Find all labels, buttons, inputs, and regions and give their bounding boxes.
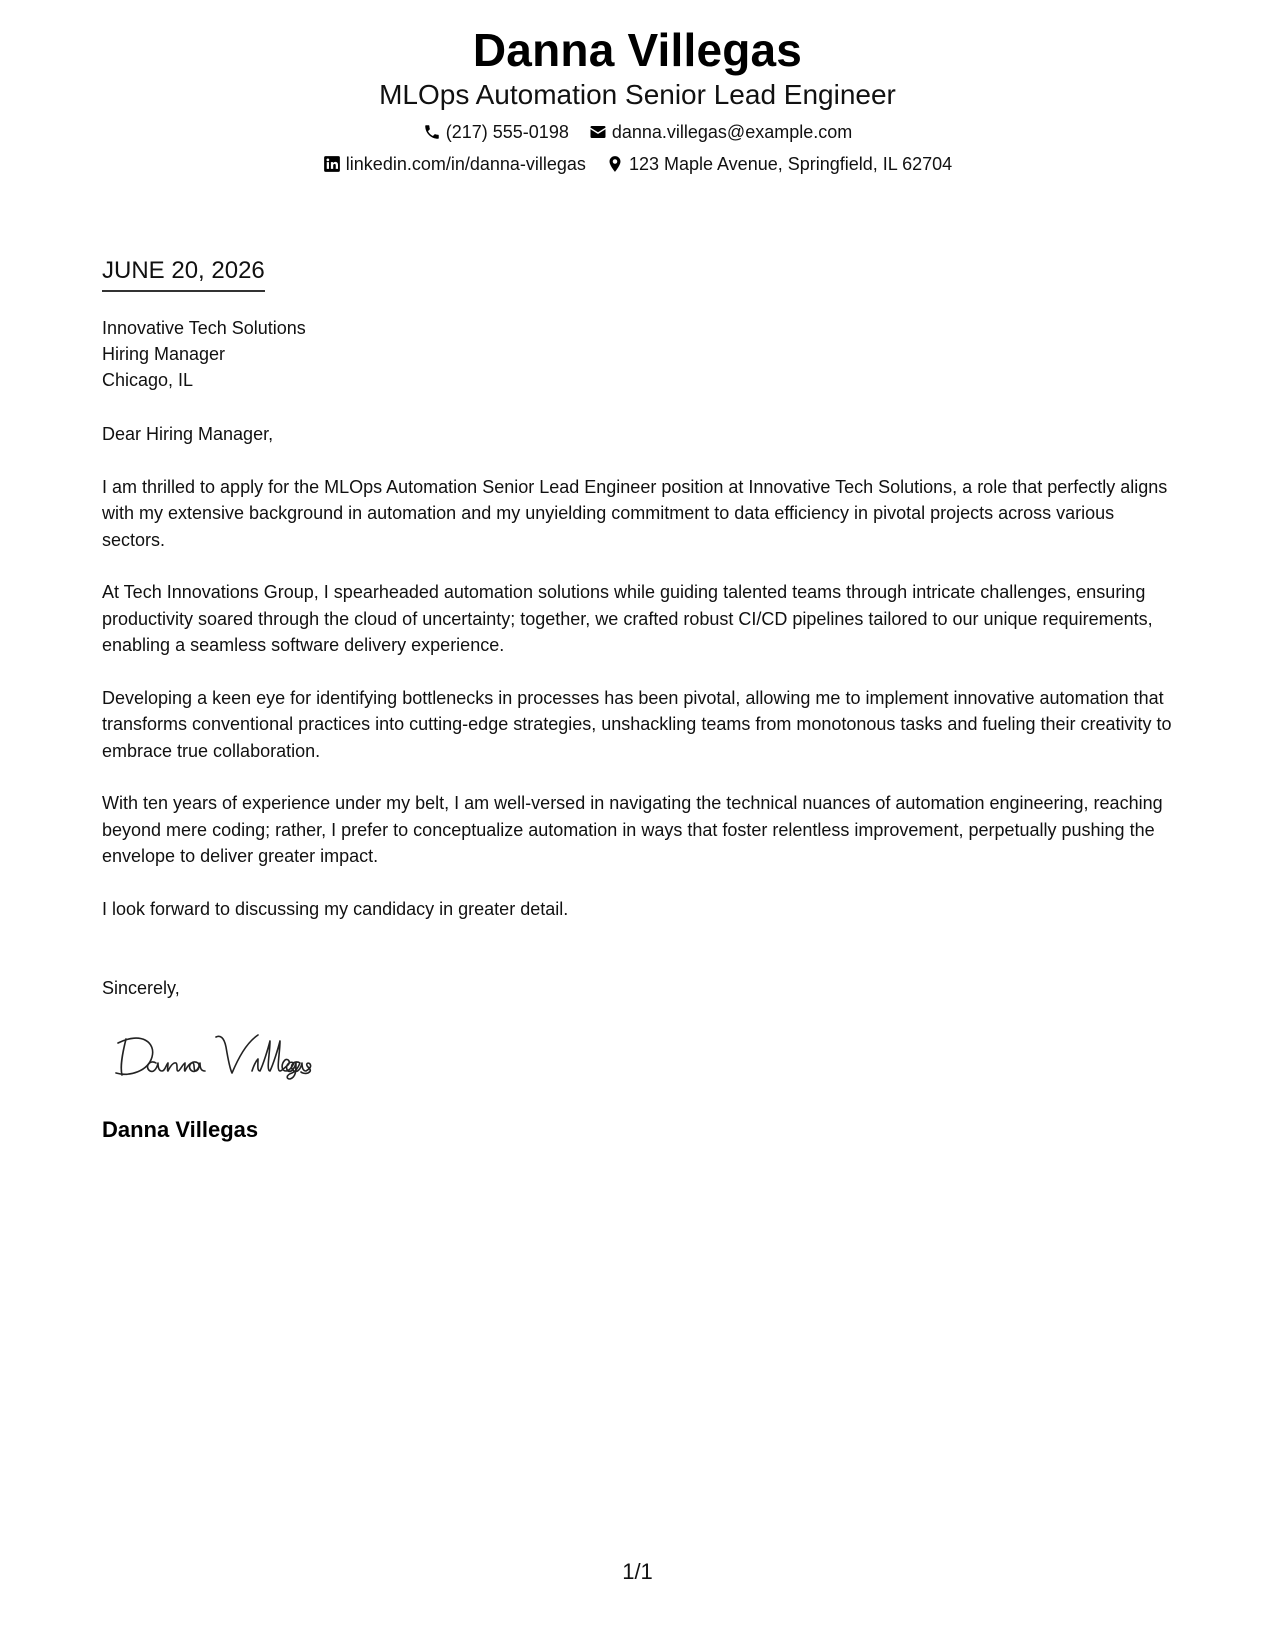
envelope-icon	[589, 123, 607, 141]
body-paragraph: I am thrilled to apply for the MLOps Automation Senior Lead Engineer position at Innovative Tech Solutions, a role that perfectly aligns with my extensive background in automation and my unyielding commitment to data efficiency in pivotal projects across various sectors.	[102, 476, 1168, 550]
body-paragraph: I look forward to discussing my candidacy in greater detail.	[102, 898, 569, 919]
body-paragraph: With ten years of experience under my belt, I am well-versed in navigating the technical nuances of automation engineering, reaching beyond mere coding; rather, I prefer to conceptualize automation in ways that foster relentless improvement, perpetually pushing the envelope to deliver greater impact.	[102, 793, 1163, 866]
phone-icon	[423, 123, 441, 141]
body-paragraph: At Tech Innovations Group, I spearheaded automation solutions while guiding talented teams through intricate challenges, ensuring productivity soared through the cloud of uncertainty; together, we crafted robust CI/CD pipelines tailored to our unique requirements, enabling a seamless software delivery experience.	[102, 582, 1153, 655]
handwritten-signature	[112, 1025, 352, 1085]
applicant-job-title: MLOps Automation Senior Lead Engineer	[379, 79, 896, 110]
street-address: 123 Maple Avenue, Springfield, IL 62704	[628, 154, 953, 174]
contact-row-primary	[0, 120, 1275, 144]
contact-row-secondary	[0, 152, 1275, 176]
recipient-contact: Hiring Manager	[102, 344, 226, 364]
closing-line: Sincerely,	[102, 978, 180, 998]
recipient-block	[102, 315, 306, 393]
phone-number: (217) 555-0198	[445, 122, 569, 142]
letter-header	[0, 22, 1275, 176]
contact-linkedin	[323, 152, 586, 176]
recipient-location: Chicago, IL	[102, 370, 194, 390]
applicant-name: Danna Villegas	[472, 24, 803, 76]
contact-email	[589, 120, 852, 144]
contact-address	[606, 152, 952, 176]
body-paragraph: Developing a keen eye for identifying bottlenecks in processes has been pivotal, allowing me to implement innovative automation that transforms conventional practices into cutting-edge strategies, unshackling teams from monotonous tasks and fueling their creativity to embrace true collaboration.	[102, 687, 1172, 761]
letter-date: JUNE 20, 2026	[102, 255, 265, 292]
map-marker-icon	[606, 155, 624, 173]
email-address: danna.villegas@example.com	[611, 122, 853, 142]
signer-name: Danna Villegas	[102, 1117, 259, 1142]
contact-phone	[423, 120, 569, 144]
page-number: 1/1	[622, 1559, 653, 1584]
linkedin-icon	[323, 155, 341, 173]
recipient-company: Innovative Tech Solutions	[102, 318, 306, 338]
salutation: Dear Hiring Manager,	[102, 424, 274, 444]
letter-body	[102, 421, 1177, 948]
linkedin-url: linkedin.com/in/danna-villegas	[345, 154, 586, 174]
